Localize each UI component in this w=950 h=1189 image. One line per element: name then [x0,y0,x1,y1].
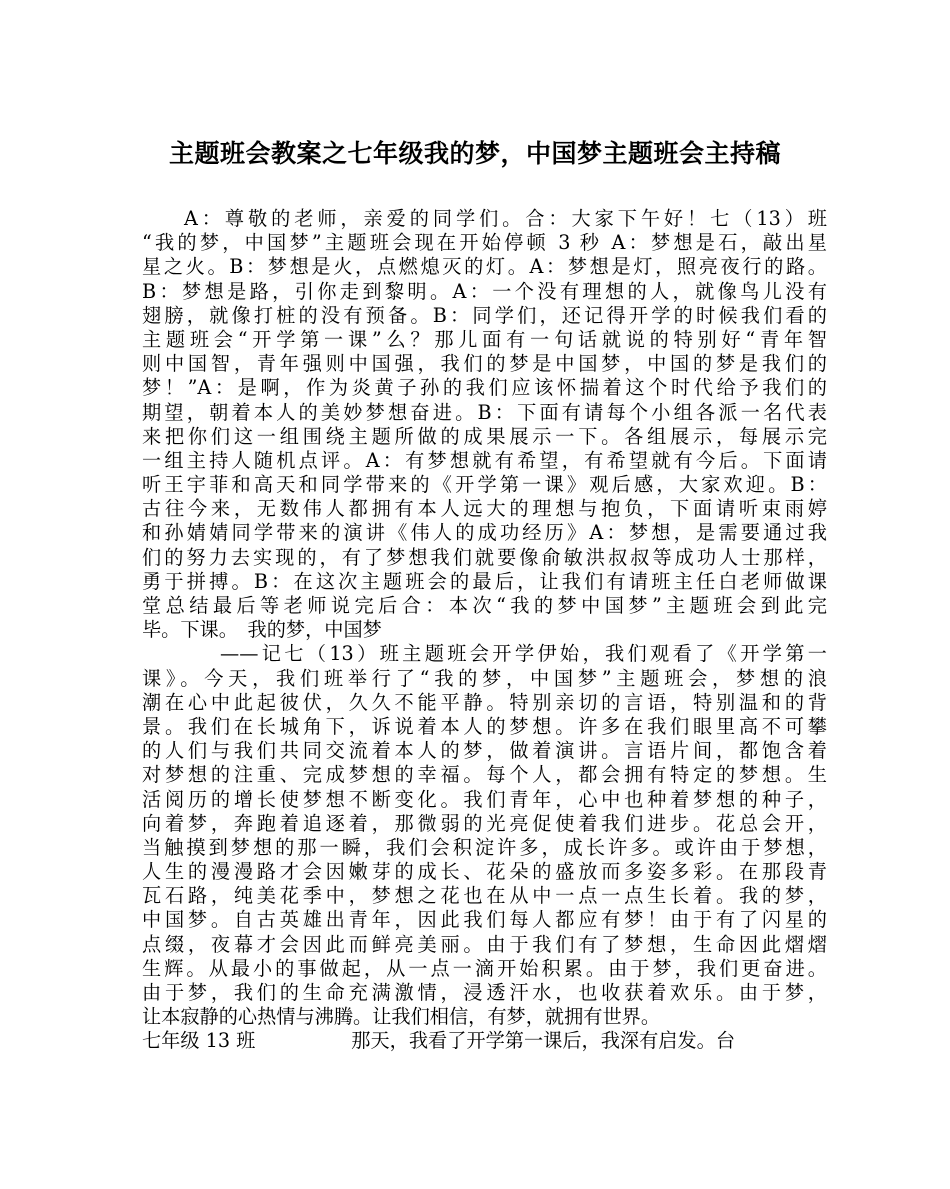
text-line: 潮在心中此起彼伏，久久不能平静。特别亲切的言语，特别温和的背 [142,690,827,714]
text-line: 向着梦，奔跑着追逐着，那微弱的光亮促使着我们进步。花总会开， [142,811,827,835]
text-line: 期望，朝着本人的美妙梦想奋进。B：下面有请每个小组各派一名代表 [142,400,827,424]
text-line: 活阅历的增长使梦想不断变化。我们青年，心中也种着梦想的种子， [142,787,827,811]
text-line: 梦！”A：是啊，作为炎黄子孙的我们应该怀揣着这个时代给予我们的 [142,376,827,400]
text-line: 生辉。从最小的事做起，从一点一滴开始积累。由于梦，我们更奋进。 [142,956,827,980]
text-line: 和孙婧婧同学带来的演讲《伟人的成功经历》A：梦想，是需要通过我 [142,521,827,545]
text-line: 古往今来，无数伟人都拥有本人远大的理想与抱负，下面请听束雨婷 [142,497,827,521]
text-line: 七年级 13 班 那天，我看了开学第一课后，我深有启发。台 [142,1029,736,1053]
text-line: 则中国智，青年强则中国强，我们的梦是中国梦，中国的梦是我们的 [142,352,827,376]
text-line: ——记七（13）班主题班会开学伊始，我们观看了《开学第一 [220,642,827,666]
document-body [142,207,827,1054]
text-line: 听王宇菲和高天和同学带来的《开学第一课》观后感，大家欢迎。B： [142,473,827,497]
text-line: 景。我们在长城角下，诉说着本人的梦想。许多在我们眼里高不可攀 [142,714,827,738]
text-line: 一组主持人随机点评。A：有梦想就有希望，有希望就有今后。下面请 [142,448,827,472]
text-line: 们的努力去实现的，有了梦想我们就要像俞敏洪叔叔等成功人士那样， [142,545,827,569]
text-line: 堂总结最后等老师说完后合：本次“我的梦中国梦”主题班会到此完 [142,594,827,617]
text-line: 毕。下课。 我的梦，中国梦 [142,618,382,642]
text-line: 主题班会“开学第一课”么？那儿面有一句话就说的特别好“青年智 [142,327,827,351]
text-line: 中国梦。自古英雄出青年，因此我们每人都应有梦！由于有了闪星的 [142,908,827,932]
text-line: 当触摸到梦想的那一瞬，我们会积淀许多，成长许多。或许由于梦想， [142,835,827,859]
text-line: 人生的漫漫路才会因嫩芽的成长、花朵的盛放而多姿多彩。在那段青 [142,860,827,884]
document-title: 主题班会教案之七年级我的梦，中国梦主题班会主持稿 [168,139,781,168]
text-line: 对梦想的注重、完成梦想的幸福。每个人，都会拥有特定的梦想。生 [142,763,827,787]
text-line: 翅膀，就像打桩的没有预备。B：同学们，还记得开学的时候我们看的 [142,303,827,327]
text-line: 瓦石路，纯美花季中，梦想之花也在从中一点一点生长着。我的梦， [142,884,827,908]
text-line: 由于梦，我们的生命充满激情，浸透汗水，也收获着欢乐。由于梦， [142,981,827,1004]
text-line: “我的梦，中国梦”主题班会现在开始停顿 3 秒 A：梦想是石，敲出星 [142,231,827,255]
text-line: 课》。今天，我们班举行了“我的梦，中国梦”主题班会，梦想的浪 [142,666,827,690]
text-line: 来把你们这一组围绕主题所做的成果展示一下。各组展示，每展示完 [142,424,827,448]
text-line: B：梦想是路，引你走到黎明。A：一个没有理想的人，就像鸟儿没有 [142,279,827,303]
text-line: A：尊敬的老师，亲爱的同学们。合：大家下午好！七（13）班 [184,207,827,230]
text-line: 星之火。B：梦想是火，点燃熄灭的灯。A：梦想是灯，照亮夜行的路。 [142,255,827,279]
text-line: 勇于拼搏。B：在这次主题班会的最后，让我们有请班主任白老师做课 [142,569,827,593]
text-line: 的人们与我们共同交流着本人的梦，做着演讲。言语片间，都饱含着 [142,739,827,763]
text-line: 点缀，夜幕才会因此而鲜亮美丽。由于我们有了梦想，生命因此熠熠 [142,932,827,956]
text-line: 让本寂静的心热情与沸腾。让我们相信，有梦，就拥有世界。 [142,1005,661,1029]
